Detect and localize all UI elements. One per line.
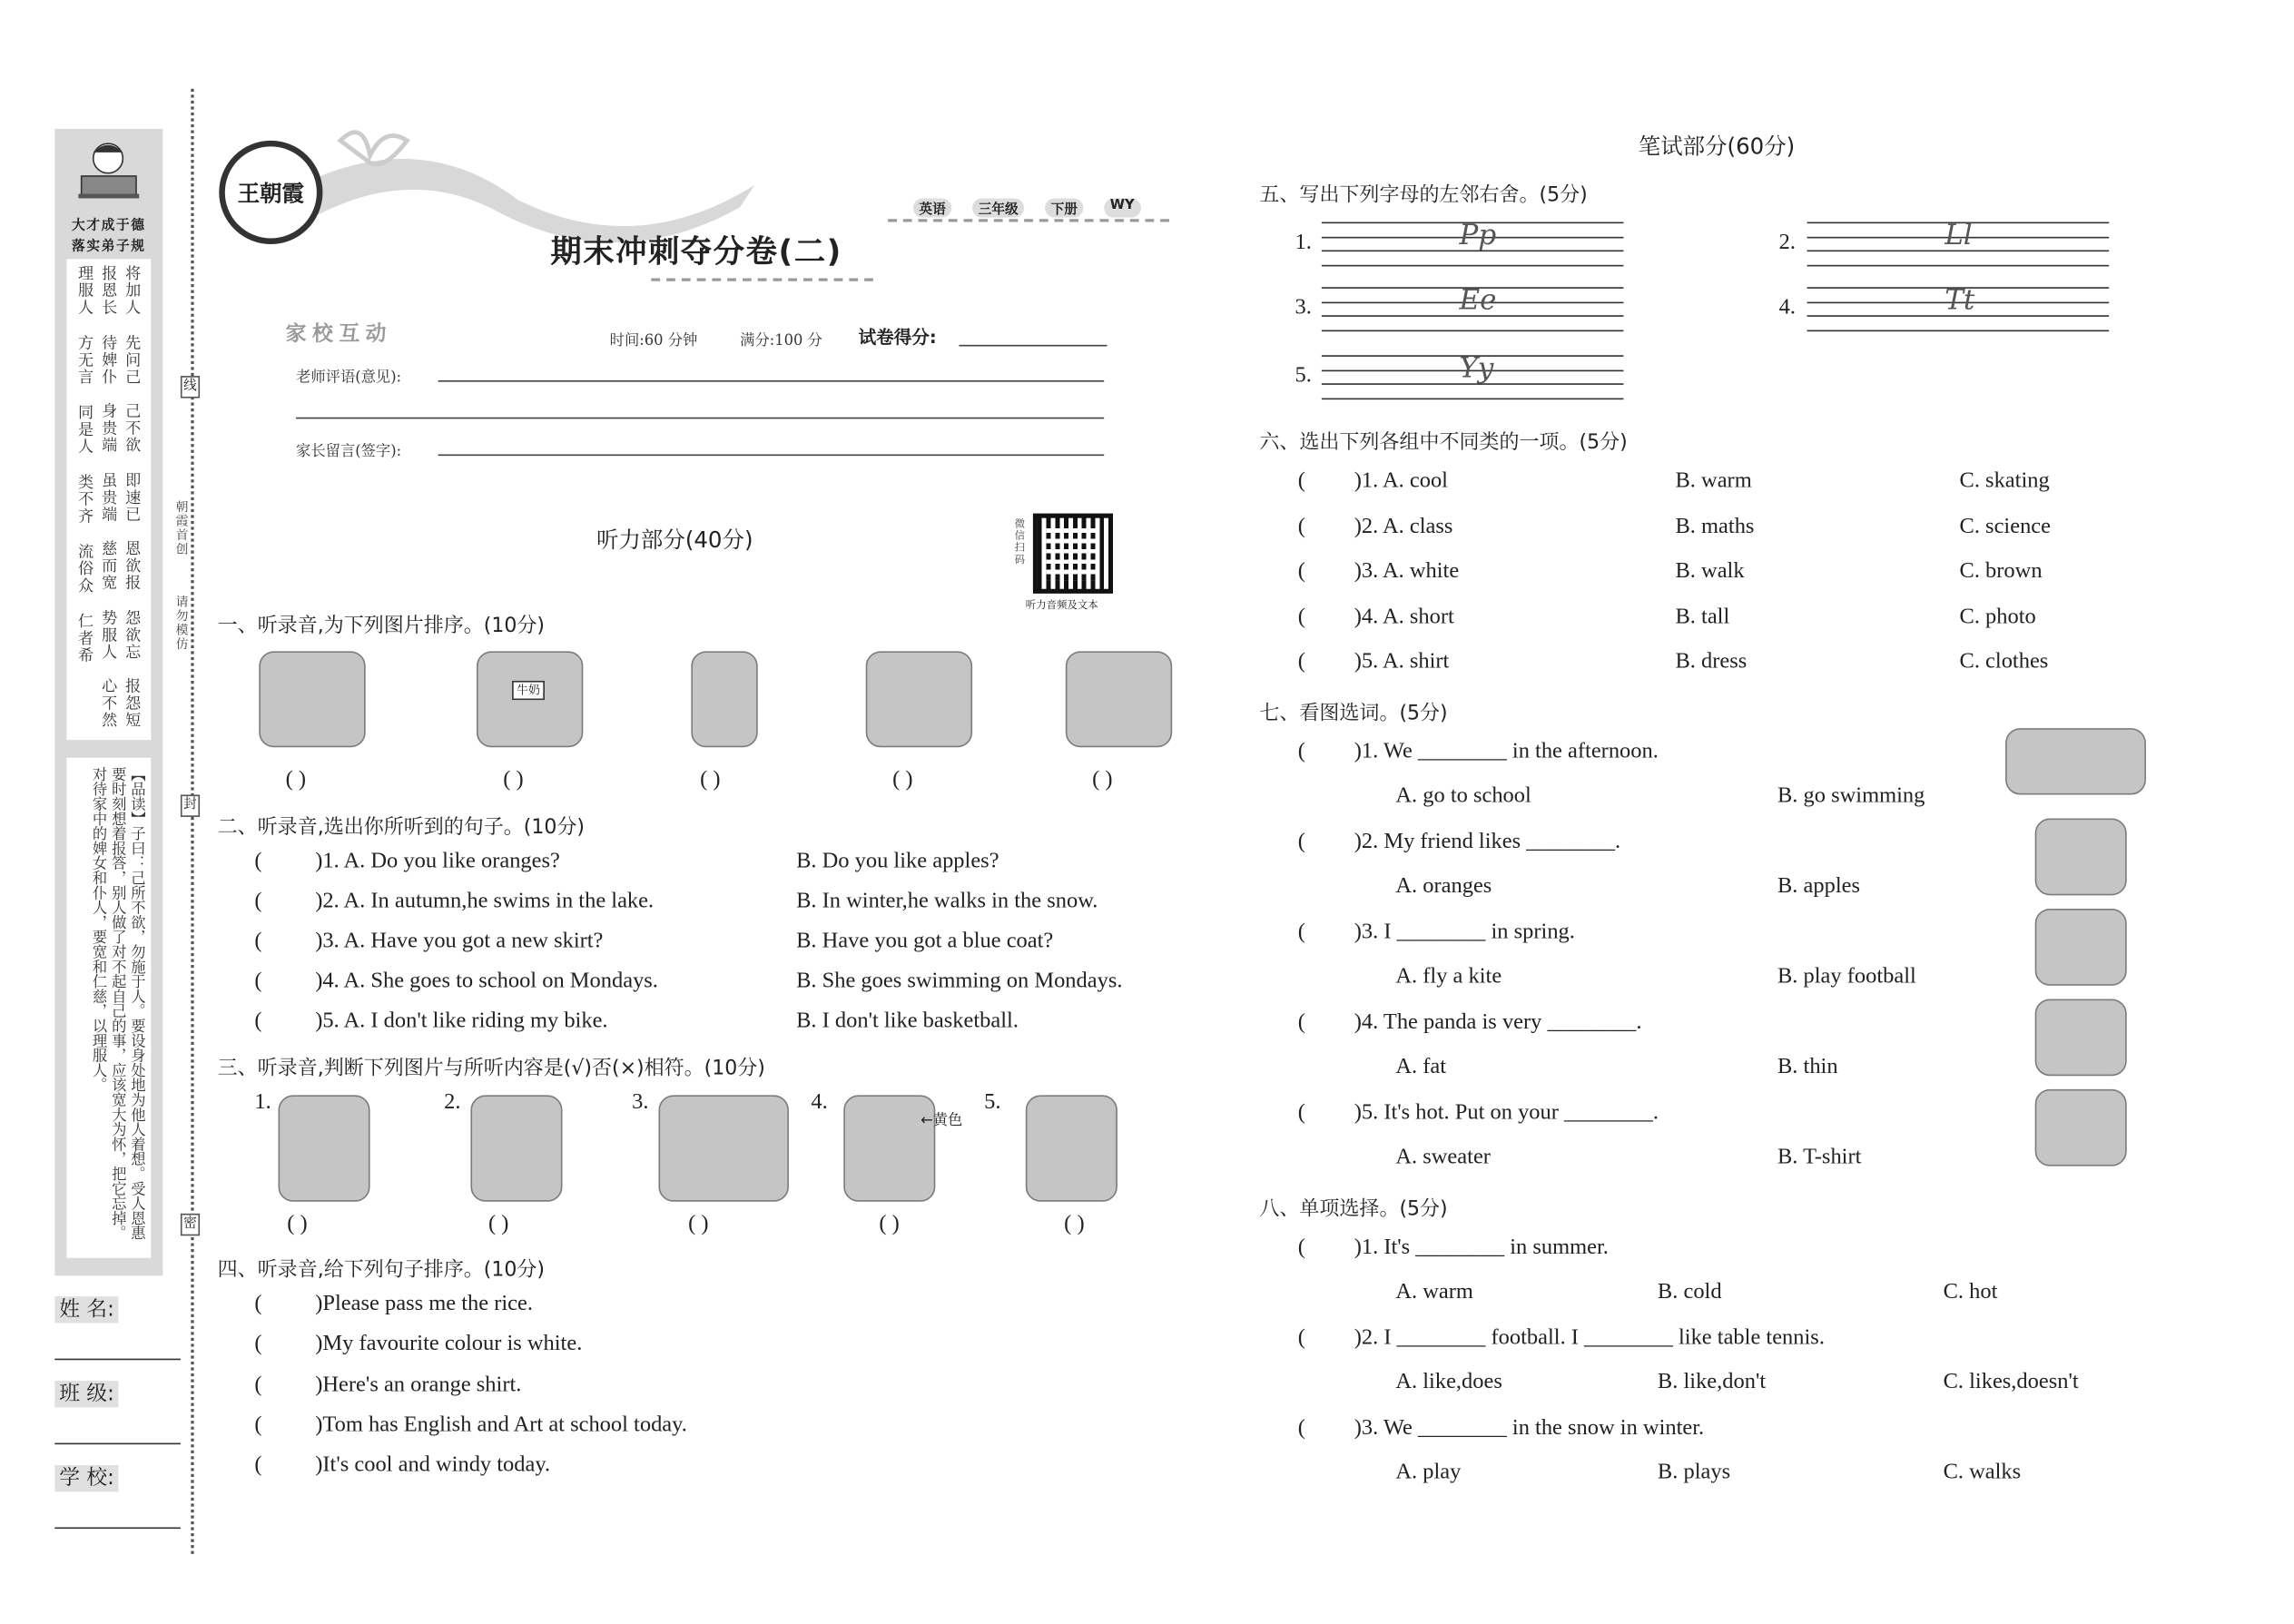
section-3-heading: 三、听录音,判断下列图片与所听内容是(√)否(×)相符。(10分): [217, 1057, 765, 1081]
answer-bracket[interactable]: (: [1297, 920, 1305, 945]
letter-number: 3.: [1295, 296, 1312, 320]
question: )2. My friend likes ________.: [1354, 830, 1621, 854]
exam-tags: [913, 198, 1140, 217]
option-a[interactable]: A. oranges: [1395, 874, 1492, 899]
binding-mark: 封: [181, 794, 200, 816]
option-b[interactable]: B. thin: [1777, 1055, 1838, 1079]
poem-phrase: 理服人: [75, 264, 94, 317]
tag-edition: WY: [1104, 198, 1140, 217]
qr-caption: 听力音频及文本: [1025, 599, 1098, 612]
poem-phrase: 先问己: [123, 333, 142, 386]
answer-bracket[interactable]: (: [1297, 559, 1305, 584]
answer-bracket[interactable]: (: [1297, 1235, 1305, 1260]
option-b[interactable]: B. Do you like apples?: [796, 849, 999, 873]
poem-phrase: 势服人: [100, 609, 118, 661]
exam-title: 期末冲刺夺分卷(二): [550, 233, 842, 270]
kite-boy-picture: [2035, 909, 2127, 986]
answer-bracket[interactable]: (: [1297, 649, 1305, 674]
poem-phrase: 心不然: [100, 678, 118, 730]
guide-line: [1322, 399, 1624, 400]
option-a: )4. A. short: [1354, 604, 1454, 629]
option-b[interactable]: B. Have you got a blue coat?: [796, 929, 1054, 953]
answer-bracket[interactable]: ( ): [892, 768, 913, 792]
option-c: C. clothes: [1959, 649, 2049, 674]
tag-grade: 三年级: [972, 198, 1024, 217]
picture-number: 1.: [254, 1090, 271, 1115]
option-b: B. walk: [1675, 559, 1745, 584]
poem-phrase: 同是人: [75, 404, 94, 456]
option-a[interactable]: )4. A. She goes to school on Mondays.: [315, 969, 658, 993]
answer-bracket[interactable]: ( ): [1064, 1212, 1085, 1236]
answer-bracket[interactable]: (: [1297, 1325, 1305, 1350]
question: )2. I ________ football. I ________ like table tennis.: [1354, 1325, 1825, 1350]
teacher-comment-field[interactable]: [438, 380, 1105, 382]
milk-label: 牛奶: [512, 681, 545, 700]
section-2-heading: 二、听录音,选出你所听到的句子。(10分): [217, 815, 585, 840]
qr-code-icon[interactable]: [1033, 514, 1113, 594]
section-5-heading: 五、写出下列字母的左邻右舍。(5分): [1259, 183, 1588, 208]
picture-number: 3.: [632, 1090, 649, 1115]
swimmers-picture: [2005, 728, 2146, 794]
question: )1. It's ________ in summer.: [1354, 1235, 1609, 1260]
poem-phrase: 仁者希: [75, 612, 94, 664]
option-a[interactable]: )3. A. Have you got a new skirt?: [315, 929, 604, 953]
dash-decoration: [651, 278, 873, 281]
sentence: )Tom has English and Art at school today.: [315, 1412, 687, 1437]
poem-phrase: 待婢仆: [100, 333, 118, 386]
question: )4. The panda is very ________.: [1354, 1010, 1642, 1035]
section-7-heading: 七、看图选词。(5分): [1259, 701, 1448, 725]
poem-phrase: 恩欲报: [123, 540, 142, 592]
option-b[interactable]: B. play football: [1777, 964, 1916, 989]
answer-bracket[interactable]: (: [254, 1373, 262, 1397]
answer-bracket[interactable]: (: [254, 1453, 262, 1478]
oranges-picture: [2035, 819, 2127, 896]
answer-bracket[interactable]: (: [1297, 740, 1305, 764]
binding-note: 请勿模仿: [172, 595, 189, 652]
option-b[interactable]: B. cold: [1657, 1280, 1722, 1304]
score-field[interactable]: [959, 345, 1107, 347]
option-b[interactable]: B. like,don't: [1657, 1370, 1767, 1394]
poem-phrase: 怨欲忘: [123, 609, 142, 661]
option-c[interactable]: C. likes,doesn't: [1943, 1370, 2079, 1394]
given-letters: Tt: [1944, 284, 1975, 317]
school-field[interactable]: [54, 1527, 181, 1529]
option-c: C. science: [1959, 514, 2052, 538]
elephant-picture: [1066, 651, 1172, 747]
motto-line: 大才成于德: [72, 219, 146, 234]
question: )5. It's hot. Put on your ________.: [1354, 1100, 1659, 1126]
option-c: C. photo: [1959, 604, 2036, 629]
option-a: )1. A. cool: [1354, 468, 1448, 493]
section-6-heading: 六、选出下列各组中不同类的一项。(5分): [1259, 430, 1628, 455]
given-letters: Yy: [1459, 352, 1494, 385]
home-school-label: 家校互动: [285, 322, 393, 347]
binding-mark: 线: [181, 376, 200, 398]
answer-bracket[interactable]: ( ): [1092, 768, 1113, 792]
option-a[interactable]: )1. A. Do you like oranges?: [315, 849, 560, 873]
option-a: )3. A. white: [1354, 559, 1460, 584]
question: )1. We ________ in the afternoon.: [1354, 740, 1659, 764]
option-a[interactable]: A. sweater: [1395, 1145, 1491, 1169]
bike-rider-picture: [278, 1095, 369, 1201]
poem-phrase: 方无言: [75, 334, 94, 386]
question: )3. I ________ in spring.: [1354, 920, 1575, 945]
option-a[interactable]: A. warm: [1395, 1280, 1473, 1304]
sentence: )It's cool and windy today.: [315, 1453, 551, 1478]
poem-column: [76, 265, 94, 740]
sentence: )Please pass me the rice.: [315, 1292, 533, 1316]
section-4-heading: 四、听录音,给下列句子排序。(10分): [217, 1257, 545, 1282]
option-c[interactable]: C. hot: [1943, 1280, 1998, 1304]
option-a[interactable]: A. fat: [1395, 1055, 1447, 1079]
option-b: B. dress: [1675, 649, 1748, 674]
answer-bracket[interactable]: ( ): [688, 1212, 709, 1236]
poem-phrase: 己不欲: [123, 402, 142, 454]
option-b[interactable]: B. In winter,he walks in the snow.: [796, 889, 1098, 913]
section-1-heading: 一、听录音,为下列图片排序。(10分): [217, 614, 545, 638]
brand-logo: 王朝霞: [219, 141, 322, 244]
score-label: 试卷得分:: [858, 327, 937, 349]
question: )3. We ________ in the snow in winter.: [1354, 1416, 1705, 1441]
poem-phrase: 类不齐: [75, 473, 94, 525]
answer-bracket[interactable]: (: [254, 1292, 262, 1316]
given-letters: Pp: [1459, 219, 1497, 252]
poem-phrase: 将加人: [123, 264, 142, 317]
option-a[interactable]: )2. A. In autumn,he swims in the lake.: [315, 889, 655, 913]
poem-phrase: 流俗众: [75, 543, 94, 595]
option-b[interactable]: B. T-shirt: [1777, 1145, 1862, 1169]
option-a[interactable]: A. go to school: [1395, 784, 1531, 809]
option-a[interactable]: A. play: [1395, 1461, 1462, 1485]
car-picture: [658, 1095, 788, 1201]
poem-phrase: 报怨短: [123, 678, 142, 730]
scenery-picture: [259, 651, 365, 747]
answer-bracket[interactable]: (: [254, 1009, 262, 1033]
dizigui-poem: [66, 259, 151, 740]
option-a[interactable]: A. fly a kite: [1395, 964, 1502, 989]
poem-phrase: 身贵端: [100, 402, 118, 454]
answer-bracket[interactable]: (: [1297, 514, 1305, 538]
full-score: 满分:100 分: [740, 332, 822, 349]
guide-line: [1322, 265, 1624, 267]
option-a: )5. A. shirt: [1354, 649, 1450, 674]
parent-note-label: 家长留言(签字):: [296, 444, 402, 461]
option-b[interactable]: B. plays: [1657, 1461, 1731, 1485]
letter-number: 4.: [1778, 296, 1796, 320]
class-field[interactable]: [54, 1443, 181, 1445]
school-label: 学 校:: [54, 1462, 181, 1492]
option-b[interactable]: B. go swimming: [1777, 784, 1925, 809]
answer-bracket[interactable]: (: [1297, 468, 1305, 493]
guide-line: [1322, 330, 1624, 332]
panda-bat-picture: [1026, 1095, 1117, 1201]
picture-number: 2.: [444, 1090, 461, 1115]
answer-bracket[interactable]: (: [254, 889, 262, 913]
option-b: B. tall: [1675, 604, 1730, 629]
given-letters: Ll: [1944, 219, 1973, 252]
guide-line: [1807, 330, 2110, 332]
sentence: )Here's an orange shirt.: [315, 1373, 522, 1397]
answer-bracket[interactable]: (: [254, 969, 262, 993]
poem-phrase: 即速已: [123, 471, 142, 523]
swimmers-picture: [470, 1095, 562, 1201]
sidebar-panel: [54, 129, 162, 1275]
writing-title: 笔试部分(60分): [1638, 133, 1796, 161]
exam-time: 时间:60 分钟: [609, 332, 698, 349]
picture-number: 5.: [984, 1090, 1001, 1115]
tag-subject: 英语: [913, 198, 951, 217]
binding-mark: 密: [181, 1214, 200, 1235]
letter-number: 1.: [1295, 231, 1312, 255]
teacher-comment-field-2[interactable]: [296, 418, 1104, 419]
qr-scan-label: 微信扫码: [1013, 517, 1026, 566]
option-a[interactable]: A. like,does: [1395, 1370, 1502, 1394]
binding-note: 朝霞首创: [172, 500, 189, 556]
option-a[interactable]: )5. A. I don't like riding my bike.: [315, 1009, 608, 1033]
option-c: C. skating: [1959, 468, 2050, 493]
name-label: 姓 名:: [54, 1294, 181, 1324]
dash-decoration: [888, 219, 1169, 221]
sentence: )My favourite colour is white.: [315, 1332, 583, 1356]
poem-phrase: 报恩长: [100, 264, 118, 317]
pindu-text: 【品读】子曰：己所不欲，勿施于人。要设身处地为他人着想。受人恩惠要时刻想着报答，别人做了对不起自己的事，应该宽大为怀，把它忘掉。对待家中的婢女和仆人，要宽和仁慈，以理服人。: [66, 758, 151, 1258]
parent-note-field[interactable]: [438, 455, 1105, 457]
option-c[interactable]: C. walks: [1943, 1461, 2022, 1485]
answer-bracket[interactable]: (: [1297, 830, 1305, 854]
teacher-comment-label: 老师评语(意见):: [296, 369, 402, 387]
letter-number: 5.: [1295, 364, 1312, 389]
t-shirt-picture: [2035, 1089, 2127, 1166]
answer-bracket[interactable]: (: [1297, 1010, 1305, 1035]
poem-phrase: 虽贵端: [100, 471, 118, 523]
answer-bracket[interactable]: (: [254, 929, 262, 953]
answer-bracket[interactable]: ( ): [879, 1212, 900, 1236]
picture-number: 4.: [811, 1090, 828, 1115]
poem-column: [123, 265, 142, 740]
yellow-label: ←黄色: [921, 1112, 963, 1129]
poem-phrase: 慈而宽: [100, 540, 118, 592]
answer-bracket[interactable]: ( ): [487, 1212, 509, 1236]
option-c: C. brown: [1959, 559, 2043, 584]
option-a: )2. A. class: [1354, 514, 1453, 538]
answer-bracket[interactable]: (: [1297, 604, 1305, 629]
name-field[interactable]: [54, 1359, 181, 1361]
answer-bracket[interactable]: (: [254, 849, 262, 873]
letter-number: 2.: [1778, 231, 1796, 255]
tag-volume: 下册: [1045, 198, 1083, 217]
answer-bracket[interactable]: (: [254, 1332, 262, 1356]
answer-bracket[interactable]: (: [1297, 1100, 1305, 1126]
section-8-heading: 八、单项选择。(5分): [1259, 1196, 1448, 1221]
answer-bracket[interactable]: ( ): [503, 768, 524, 792]
motto-line: 落实弟子规: [72, 240, 146, 255]
class-label: 班 级:: [54, 1378, 181, 1408]
option-b[interactable]: B. apples: [1777, 874, 1861, 899]
binding-line: [191, 89, 193, 1554]
option-b[interactable]: B. I don't like basketball.: [796, 1009, 1019, 1033]
option-b: B. maths: [1675, 514, 1755, 538]
answer-bracket[interactable]: (: [254, 1412, 262, 1437]
answer-bracket[interactable]: ( ): [287, 1212, 308, 1236]
option-b: B. warm: [1675, 468, 1752, 493]
answer-bracket[interactable]: ( ): [700, 768, 721, 792]
student-cartoon-icon: [75, 138, 142, 212]
answer-bracket[interactable]: (: [1297, 1416, 1305, 1441]
option-b[interactable]: B. She goes swimming on Mondays.: [796, 969, 1123, 993]
panda-picture: [2035, 999, 2127, 1076]
coat-picture: [691, 651, 757, 747]
guide-line: [1807, 265, 2110, 267]
answer-bracket[interactable]: ( ): [285, 768, 307, 792]
given-letters: Ee: [1459, 284, 1497, 317]
autumn-tree-picture: [866, 651, 972, 747]
poem-column: [100, 265, 118, 740]
listening-title: 听力部分(40分): [596, 527, 753, 554]
